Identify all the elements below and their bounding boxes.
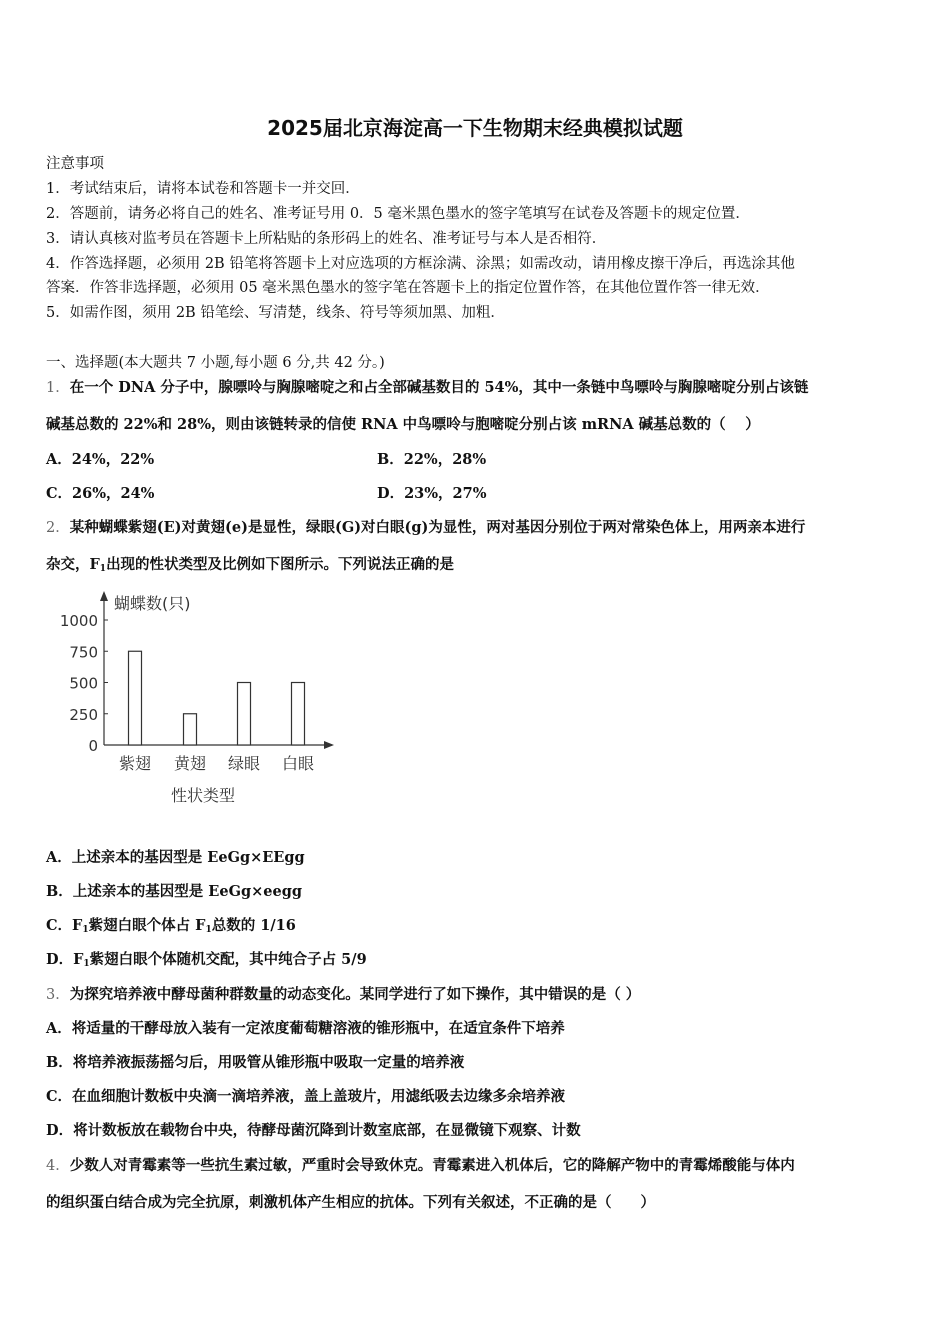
q2-d-a: D．F bbox=[46, 951, 84, 968]
notes-heading: 注意事项 bbox=[46, 156, 104, 172]
q3-option-b: B．将培养液振荡摇匀后，用吸管从锥形瓶中吸取一定量的培养液 bbox=[46, 1054, 465, 1071]
q3-stem bbox=[46, 983, 640, 1004]
q4-text1: 少数人对青霉素等一些抗生素过敏，严重时会导致休克。青霉素进入机体后，它的降解产物中的青霉烯酸能与体内 bbox=[69, 1157, 795, 1174]
q4-line1 bbox=[46, 1154, 795, 1175]
page-title: 2025届北京海淀高一下生物期末经典模拟试题 bbox=[267, 116, 683, 140]
notes-item-5: 5．如需作图，须用 2B 铅笔绘、写清楚，线条、符号等须加黑、加粗． bbox=[46, 305, 505, 321]
q1-option-d: D．23%，27% bbox=[377, 485, 487, 502]
y-tick-label: 1000 bbox=[60, 612, 98, 630]
notes-item-4: 4．作答选择题，必须用 2B 铅笔将答题卡上对应选项的方框涂满、涂黑；如需改动，请用橡皮擦干净后，再选涂其他 bbox=[46, 256, 795, 272]
bar-1 bbox=[129, 651, 142, 745]
q2-d-b: 紫翅白眼个体随机交配，其中纯合子占 5/9 bbox=[89, 951, 367, 968]
q2-line1 bbox=[46, 516, 805, 537]
q3-number: 3． bbox=[46, 987, 70, 1003]
q1-option-b: B．22%，28% bbox=[377, 451, 487, 468]
y-axis-arrow bbox=[100, 591, 108, 601]
q2-c-b: 紫翅白眼个体占 F bbox=[88, 917, 206, 934]
x-tick-label: 紫翅 bbox=[118, 754, 152, 773]
q2-c-c: 总数的 1/16 bbox=[211, 917, 296, 934]
y-tick-label: 250 bbox=[69, 705, 98, 724]
y-tick-label: 500 bbox=[69, 674, 98, 693]
q2-text2a: 杂交，F bbox=[46, 556, 100, 573]
q2-c-a: C．F bbox=[46, 917, 83, 934]
q2-line2 bbox=[46, 553, 454, 574]
x-tick-label: 绿眼 bbox=[227, 754, 261, 773]
q2-c-sub2: 1 bbox=[205, 925, 212, 935]
notes-item-4-cont: 答案．作答非选择题，必须用 05 毫米黑色墨水的签字笔在答题卡上的指定位置作答，在其他位置作答一律无效． bbox=[46, 280, 770, 296]
x-axis-arrow bbox=[324, 741, 334, 749]
q2-text2b: 出现的性状类型及比例如下图所示。下列说法正确的是 bbox=[106, 556, 455, 573]
notes-item-1: 1．考试结束后，请将本试卷和答题卡一并交回． bbox=[46, 181, 360, 197]
q2-c-sub1: 1 bbox=[82, 925, 89, 935]
bar-chart bbox=[60, 585, 360, 815]
bar-2 bbox=[184, 714, 197, 745]
bar-4 bbox=[292, 683, 305, 746]
bar-3 bbox=[238, 683, 251, 746]
q2-option-c bbox=[46, 914, 296, 935]
x-tick-label: 白眼 bbox=[281, 754, 315, 773]
q2-text1: 某种蝴蝶紫翅(E)对黄翅(e)是显性，绿眼(G)对白眼(g)为显性，两对基因分别位于两对常染色体上，用两亲本进行 bbox=[69, 519, 806, 536]
q1-option-c: C．26%，24% bbox=[46, 485, 155, 502]
y-axis-label: 蝴蝶数(只) bbox=[114, 594, 191, 613]
y-tick-label: 750 bbox=[69, 643, 98, 662]
notes-item-2: 2．答题前，请务必将自己的姓名、准考证号用 0．5 毫米黑色墨水的签字笔填写在试卷及答题卡的规定位置． bbox=[46, 206, 750, 222]
y-tick-label: 0 bbox=[88, 737, 98, 755]
q3-stem-text: 为探究培养液中酵母菌种群数量的动态变化。某同学进行了如下操作，其中错误的是（ ） bbox=[69, 986, 641, 1003]
q2-option-d bbox=[46, 948, 367, 969]
x-tick-label: 黄翅 bbox=[173, 754, 207, 773]
q2-number: 2． bbox=[46, 520, 70, 536]
q3-option-c: C．在血细胞计数板中央滴一滴培养液，盖上盖玻片，用滤纸吸去边缘多余培养液 bbox=[46, 1088, 566, 1105]
q2-option-b: B．上述亲本的基因型是 EeGg×eegg bbox=[46, 883, 302, 900]
q1-text1: 在一个 DNA 分子中，腺嘌呤与胸腺嘧啶之和占全部碱基数目的 54%，其中一条链中鸟嘌呤与胸腺嘧啶分别占该链 bbox=[69, 379, 809, 396]
q1-line2: 碱基总数的 22%和 28%，则由该链转录的信使 RNA 中鸟嘌呤与胞嘧啶分别占该 mRNA 碱基总数的（ ） bbox=[46, 416, 760, 433]
notes-item-3: 3．请认真核对监考员在答题卡上所粘贴的条形码上的姓名、准考证号与本人是否相符． bbox=[46, 231, 607, 247]
q1-line1 bbox=[46, 376, 808, 397]
q2-option-a: A．上述亲本的基因型是 EeGg×EEgg bbox=[46, 849, 305, 866]
q1-number: 1． bbox=[46, 380, 70, 396]
q3-option-a: A．将适量的干酵母放入装有一定浓度葡萄糖溶液的锥形瓶中，在适宜条件下培养 bbox=[46, 1020, 565, 1037]
q2-sub: 1 bbox=[99, 564, 107, 574]
section-heading: 一、选择题(本大题共 7 小题,每小题 6 分,共 42 分。) bbox=[46, 355, 385, 371]
q2-d-sub: 1 bbox=[83, 959, 90, 969]
q4-number: 4． bbox=[46, 1158, 70, 1174]
q3-option-d: D．将计数板放在载物台中央，待酵母菌沉降到计数室底部，在显微镜下观察、计数 bbox=[46, 1122, 581, 1139]
q1-option-a: A．24%，22% bbox=[46, 451, 155, 468]
x-axis-label: 性状类型 bbox=[170, 786, 236, 805]
q4-line2: 的组织蛋白结合成为完全抗原，刺激机体产生相应的抗体。下列有关叙述，不正确的是（ ） bbox=[46, 1194, 655, 1211]
